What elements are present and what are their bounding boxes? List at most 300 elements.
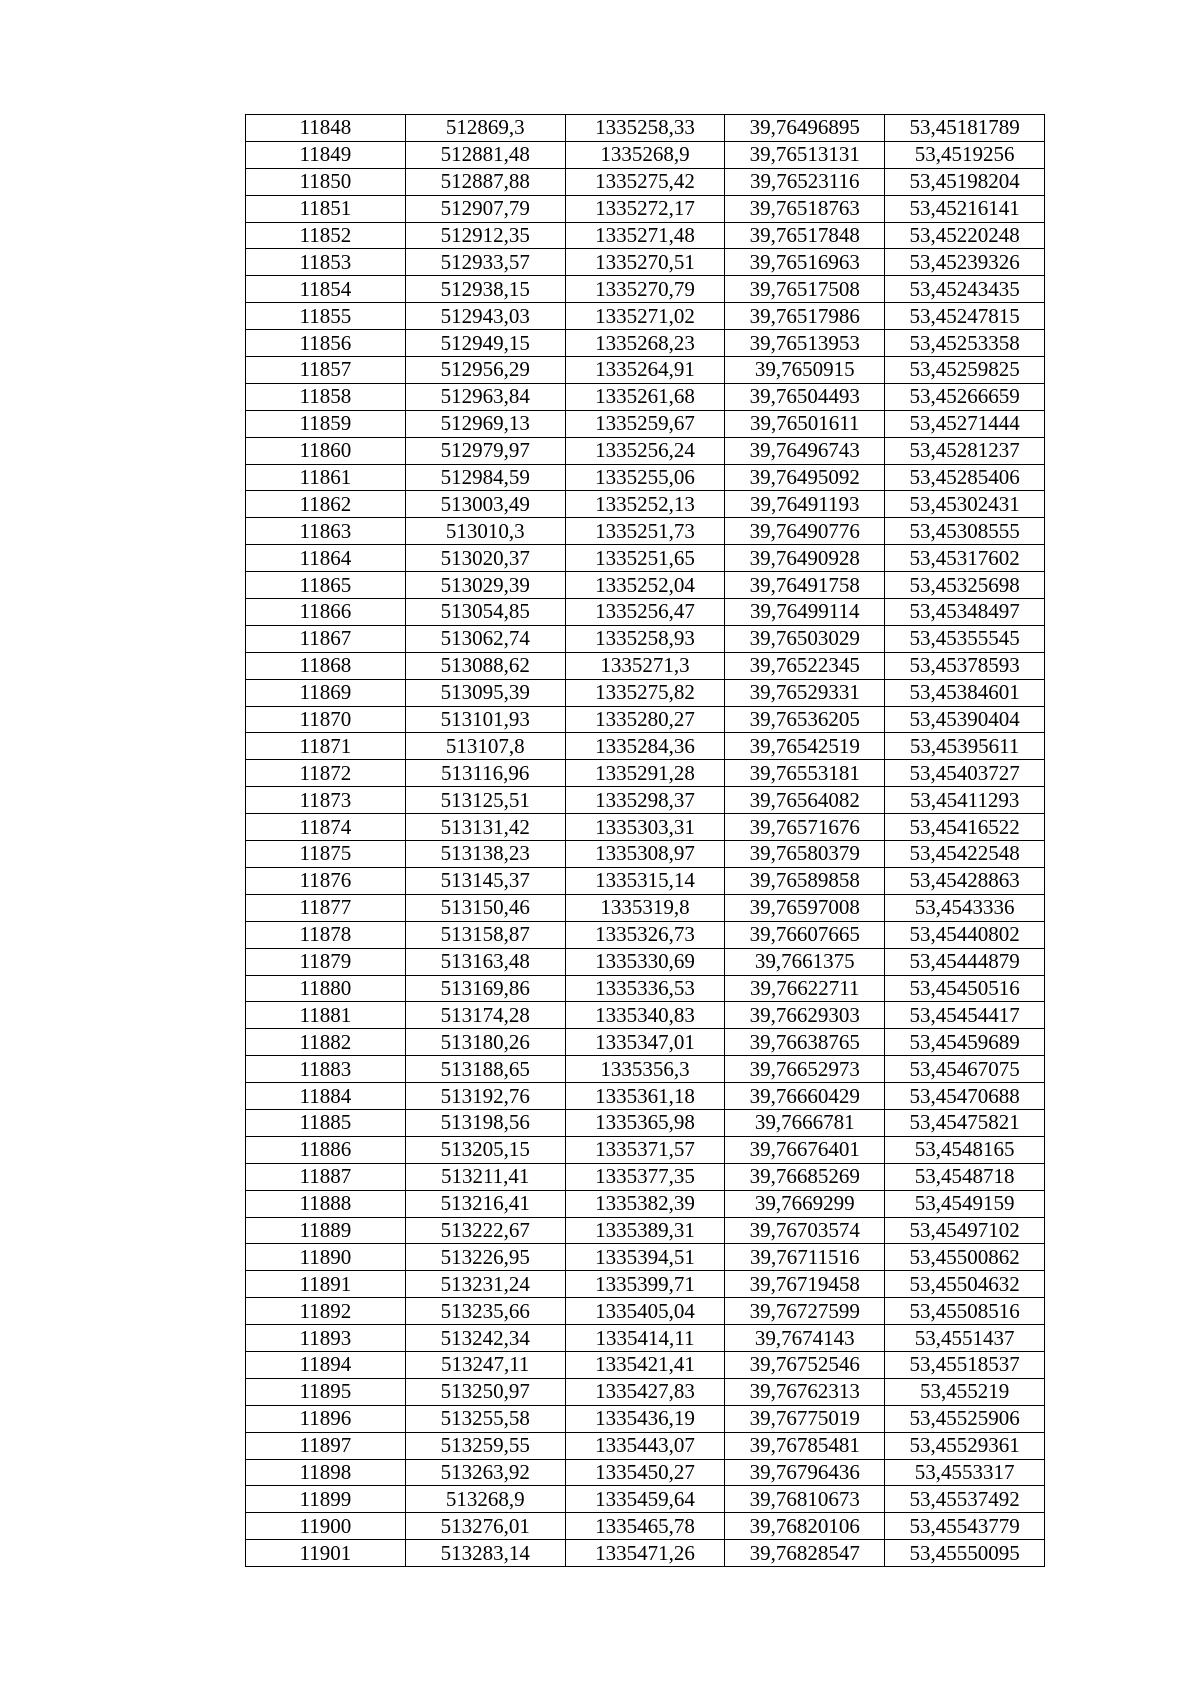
table-row [246, 1190, 1045, 1217]
longitude-cell: 39,76564082 [725, 787, 885, 814]
longitude-cell: 39,76571676 [725, 814, 885, 841]
x-coordinate-cell: 513116,96 [405, 760, 565, 787]
x-coordinate-cell: 513268,9 [405, 1486, 565, 1513]
y-coordinate-cell: 1335255,06 [565, 464, 725, 491]
point-number-cell: 11858 [246, 383, 406, 410]
table-row [246, 1325, 1045, 1352]
table-row [246, 437, 1045, 464]
y-coordinate-cell: 1335421,41 [565, 1351, 725, 1378]
x-coordinate-cell: 513169,86 [405, 975, 565, 1002]
latitude-cell: 53,45467075 [885, 1056, 1045, 1083]
longitude-cell: 39,7661375 [725, 948, 885, 975]
table-row [246, 276, 1045, 303]
longitude-cell: 39,76660429 [725, 1083, 885, 1110]
y-coordinate-cell: 1335261,68 [565, 383, 725, 410]
x-coordinate-cell: 513259,55 [405, 1432, 565, 1459]
y-coordinate-cell: 1335340,83 [565, 1002, 725, 1029]
longitude-cell: 39,76820106 [725, 1513, 885, 1540]
latitude-cell: 53,45529361 [885, 1432, 1045, 1459]
point-number-cell: 11883 [246, 1056, 406, 1083]
point-number-cell: 11853 [246, 249, 406, 276]
latitude-cell: 53,45281237 [885, 437, 1045, 464]
y-coordinate-cell: 1335319,8 [565, 894, 725, 921]
longitude-cell: 39,76553181 [725, 760, 885, 787]
y-coordinate-cell: 1335443,07 [565, 1432, 725, 1459]
table-row [246, 1298, 1045, 1325]
x-coordinate-cell: 512963,84 [405, 383, 565, 410]
point-number-cell: 11864 [246, 545, 406, 572]
y-coordinate-cell: 1335471,26 [565, 1540, 725, 1567]
longitude-cell: 39,76517986 [725, 303, 885, 330]
point-number-cell: 11875 [246, 841, 406, 868]
x-coordinate-cell: 513180,26 [405, 1029, 565, 1056]
latitude-cell: 53,45537492 [885, 1486, 1045, 1513]
longitude-cell: 39,76518763 [725, 195, 885, 222]
latitude-cell: 53,45243435 [885, 276, 1045, 303]
point-number-cell: 11852 [246, 222, 406, 249]
point-number-cell: 11882 [246, 1029, 406, 1056]
y-coordinate-cell: 1335280,27 [565, 706, 725, 733]
latitude-cell: 53,45325698 [885, 572, 1045, 599]
longitude-cell: 39,76711516 [725, 1244, 885, 1271]
table-row [246, 545, 1045, 572]
table-row [246, 1244, 1045, 1271]
table-row [246, 141, 1045, 168]
point-number-cell: 11851 [246, 195, 406, 222]
longitude-cell: 39,76638765 [725, 1029, 885, 1056]
longitude-cell: 39,76536205 [725, 706, 885, 733]
y-coordinate-cell: 1335275,42 [565, 168, 725, 195]
longitude-cell: 39,76513131 [725, 141, 885, 168]
y-coordinate-cell: 1335361,18 [565, 1083, 725, 1110]
longitude-cell: 39,7674143 [725, 1325, 885, 1352]
table-row [246, 1029, 1045, 1056]
latitude-cell: 53,45508516 [885, 1298, 1045, 1325]
table-row [246, 599, 1045, 626]
x-coordinate-cell: 513095,39 [405, 679, 565, 706]
longitude-cell: 39,76703574 [725, 1217, 885, 1244]
x-coordinate-cell: 513145,37 [405, 867, 565, 894]
table-row [246, 1136, 1045, 1163]
latitude-cell: 53,45247815 [885, 303, 1045, 330]
point-number-cell: 11886 [246, 1136, 406, 1163]
table-row [246, 572, 1045, 599]
latitude-cell: 53,4551437 [885, 1325, 1045, 1352]
longitude-cell: 39,76499114 [725, 599, 885, 626]
point-number-cell: 11872 [246, 760, 406, 787]
y-coordinate-cell: 1335271,3 [565, 652, 725, 679]
table-row [246, 652, 1045, 679]
table-row [246, 1486, 1045, 1513]
x-coordinate-cell: 513198,56 [405, 1109, 565, 1136]
latitude-cell: 53,45181789 [885, 115, 1045, 142]
latitude-cell: 53,45302431 [885, 491, 1045, 518]
latitude-cell: 53,45444879 [885, 948, 1045, 975]
point-number-cell: 11881 [246, 1002, 406, 1029]
latitude-cell: 53,455219 [885, 1378, 1045, 1405]
x-coordinate-cell: 513222,67 [405, 1217, 565, 1244]
point-number-cell: 11896 [246, 1405, 406, 1432]
point-number-cell: 11901 [246, 1540, 406, 1567]
latitude-cell: 53,45497102 [885, 1217, 1045, 1244]
x-coordinate-cell: 512969,13 [405, 410, 565, 437]
table-row [246, 867, 1045, 894]
longitude-cell: 39,7666781 [725, 1109, 885, 1136]
y-coordinate-cell: 1335291,28 [565, 760, 725, 787]
table-row [246, 1513, 1045, 1540]
y-coordinate-cell: 1335256,47 [565, 599, 725, 626]
y-coordinate-cell: 1335298,37 [565, 787, 725, 814]
table-row [246, 195, 1045, 222]
longitude-cell: 39,76517848 [725, 222, 885, 249]
y-coordinate-cell: 1335251,73 [565, 518, 725, 545]
y-coordinate-cell: 1335259,67 [565, 410, 725, 437]
y-coordinate-cell: 1335272,17 [565, 195, 725, 222]
y-coordinate-cell: 1335394,51 [565, 1244, 725, 1271]
y-coordinate-cell: 1335251,65 [565, 545, 725, 572]
longitude-cell: 39,76491193 [725, 491, 885, 518]
y-coordinate-cell: 1335264,91 [565, 357, 725, 384]
point-number-cell: 11862 [246, 491, 406, 518]
y-coordinate-cell: 1335414,11 [565, 1325, 725, 1352]
longitude-cell: 39,76607665 [725, 921, 885, 948]
table-row [246, 491, 1045, 518]
point-number-cell: 11848 [246, 115, 406, 142]
latitude-cell: 53,45390404 [885, 706, 1045, 733]
longitude-cell: 39,7650915 [725, 357, 885, 384]
y-coordinate-cell: 1335389,31 [565, 1217, 725, 1244]
y-coordinate-cell: 1335270,51 [565, 249, 725, 276]
x-coordinate-cell: 513242,34 [405, 1325, 565, 1352]
table-row [246, 921, 1045, 948]
x-coordinate-cell: 513158,87 [405, 921, 565, 948]
point-number-cell: 11865 [246, 572, 406, 599]
table-row [246, 518, 1045, 545]
x-coordinate-cell: 512887,88 [405, 168, 565, 195]
x-coordinate-cell: 513131,42 [405, 814, 565, 841]
x-coordinate-cell: 513101,93 [405, 706, 565, 733]
point-number-cell: 11887 [246, 1163, 406, 1190]
latitude-cell: 53,45355545 [885, 625, 1045, 652]
point-number-cell: 11870 [246, 706, 406, 733]
longitude-cell: 39,76589858 [725, 867, 885, 894]
longitude-cell: 39,76501611 [725, 410, 885, 437]
y-coordinate-cell: 1335258,93 [565, 625, 725, 652]
x-coordinate-cell: 513192,76 [405, 1083, 565, 1110]
latitude-cell: 53,45220248 [885, 222, 1045, 249]
latitude-cell: 53,45550095 [885, 1540, 1045, 1567]
latitude-cell: 53,4548718 [885, 1163, 1045, 1190]
longitude-cell: 39,76752546 [725, 1351, 885, 1378]
latitude-cell: 53,45266659 [885, 383, 1045, 410]
table-row [246, 1459, 1045, 1486]
point-number-cell: 11895 [246, 1378, 406, 1405]
table-row [246, 948, 1045, 975]
table-row [246, 1378, 1045, 1405]
point-number-cell: 11854 [246, 276, 406, 303]
longitude-cell: 39,76523116 [725, 168, 885, 195]
y-coordinate-cell: 1335270,79 [565, 276, 725, 303]
y-coordinate-cell: 1335347,01 [565, 1029, 725, 1056]
y-coordinate-cell: 1335252,13 [565, 491, 725, 518]
latitude-cell: 53,45459689 [885, 1029, 1045, 1056]
latitude-cell: 53,4548165 [885, 1136, 1045, 1163]
y-coordinate-cell: 1335326,73 [565, 921, 725, 948]
point-number-cell: 11889 [246, 1217, 406, 1244]
x-coordinate-cell: 513250,97 [405, 1378, 565, 1405]
table-row [246, 222, 1045, 249]
y-coordinate-cell: 1335377,35 [565, 1163, 725, 1190]
point-number-cell: 11891 [246, 1271, 406, 1298]
table-row [246, 115, 1045, 142]
y-coordinate-cell: 1335252,04 [565, 572, 725, 599]
latitude-cell: 53,45500862 [885, 1244, 1045, 1271]
latitude-cell: 53,4553317 [885, 1459, 1045, 1486]
point-number-cell: 11857 [246, 357, 406, 384]
coordinate-table-body [246, 115, 1045, 1567]
point-number-cell: 11874 [246, 814, 406, 841]
latitude-cell: 53,45384601 [885, 679, 1045, 706]
point-number-cell: 11859 [246, 410, 406, 437]
x-coordinate-cell: 512869,3 [405, 115, 565, 142]
x-coordinate-cell: 512949,15 [405, 330, 565, 357]
y-coordinate-cell: 1335356,3 [565, 1056, 725, 1083]
latitude-cell: 53,45198204 [885, 168, 1045, 195]
table-row [246, 841, 1045, 868]
y-coordinate-cell: 1335465,78 [565, 1513, 725, 1540]
latitude-cell: 53,45271444 [885, 410, 1045, 437]
table-row [246, 357, 1045, 384]
point-number-cell: 11866 [246, 599, 406, 626]
x-coordinate-cell: 513020,37 [405, 545, 565, 572]
x-coordinate-cell: 513003,49 [405, 491, 565, 518]
longitude-cell: 39,76652973 [725, 1056, 885, 1083]
x-coordinate-cell: 513235,66 [405, 1298, 565, 1325]
longitude-cell: 39,7669299 [725, 1190, 885, 1217]
x-coordinate-cell: 512943,03 [405, 303, 565, 330]
longitude-cell: 39,76513953 [725, 330, 885, 357]
longitude-cell: 39,76676401 [725, 1136, 885, 1163]
longitude-cell: 39,76516963 [725, 249, 885, 276]
point-number-cell: 11855 [246, 303, 406, 330]
point-number-cell: 11888 [246, 1190, 406, 1217]
longitude-cell: 39,76542519 [725, 733, 885, 760]
x-coordinate-cell: 513263,92 [405, 1459, 565, 1486]
latitude-cell: 53,45259825 [885, 357, 1045, 384]
longitude-cell: 39,76490776 [725, 518, 885, 545]
table-row [246, 303, 1045, 330]
latitude-cell: 53,45422548 [885, 841, 1045, 868]
longitude-cell: 39,76785481 [725, 1432, 885, 1459]
point-number-cell: 11873 [246, 787, 406, 814]
table-row [246, 1163, 1045, 1190]
x-coordinate-cell: 513174,28 [405, 1002, 565, 1029]
longitude-cell: 39,76762313 [725, 1378, 885, 1405]
longitude-cell: 39,76504493 [725, 383, 885, 410]
x-coordinate-cell: 513205,15 [405, 1136, 565, 1163]
latitude-cell: 53,45285406 [885, 464, 1045, 491]
y-coordinate-cell: 1335427,83 [565, 1378, 725, 1405]
y-coordinate-cell: 1335405,04 [565, 1298, 725, 1325]
table-row [246, 249, 1045, 276]
y-coordinate-cell: 1335271,02 [565, 303, 725, 330]
y-coordinate-cell: 1335308,97 [565, 841, 725, 868]
longitude-cell: 39,76685269 [725, 1163, 885, 1190]
table-row [246, 330, 1045, 357]
table-row [246, 410, 1045, 437]
x-coordinate-cell: 513062,74 [405, 625, 565, 652]
y-coordinate-cell: 1335336,53 [565, 975, 725, 1002]
x-coordinate-cell: 513125,51 [405, 787, 565, 814]
longitude-cell: 39,76828547 [725, 1540, 885, 1567]
x-coordinate-cell: 512938,15 [405, 276, 565, 303]
x-coordinate-cell: 513010,3 [405, 518, 565, 545]
point-number-cell: 11892 [246, 1298, 406, 1325]
x-coordinate-cell: 513226,95 [405, 1244, 565, 1271]
table-row [246, 1271, 1045, 1298]
y-coordinate-cell: 1335271,48 [565, 222, 725, 249]
x-coordinate-cell: 513088,62 [405, 652, 565, 679]
point-number-cell: 11869 [246, 679, 406, 706]
longitude-cell: 39,76597008 [725, 894, 885, 921]
latitude-cell: 53,45378593 [885, 652, 1045, 679]
longitude-cell: 39,76775019 [725, 1405, 885, 1432]
x-coordinate-cell: 513107,8 [405, 733, 565, 760]
x-coordinate-cell: 513150,46 [405, 894, 565, 921]
latitude-cell: 53,45543779 [885, 1513, 1045, 1540]
table-row [246, 706, 1045, 733]
table-row [246, 625, 1045, 652]
table-row [246, 1002, 1045, 1029]
y-coordinate-cell: 1335371,57 [565, 1136, 725, 1163]
table-row [246, 733, 1045, 760]
point-number-cell: 11890 [246, 1244, 406, 1271]
table-row [246, 814, 1045, 841]
x-coordinate-cell: 513276,01 [405, 1513, 565, 1540]
latitude-cell: 53,45470688 [885, 1083, 1045, 1110]
point-number-cell: 11894 [246, 1351, 406, 1378]
table-row [246, 168, 1045, 195]
y-coordinate-cell: 1335268,23 [565, 330, 725, 357]
longitude-cell: 39,76580379 [725, 841, 885, 868]
point-number-cell: 11898 [246, 1459, 406, 1486]
x-coordinate-cell: 513216,41 [405, 1190, 565, 1217]
x-coordinate-cell: 512933,57 [405, 249, 565, 276]
point-number-cell: 11880 [246, 975, 406, 1002]
x-coordinate-cell: 512979,97 [405, 437, 565, 464]
point-number-cell: 11860 [246, 437, 406, 464]
point-number-cell: 11879 [246, 948, 406, 975]
longitude-cell: 39,76522345 [725, 652, 885, 679]
latitude-cell: 53,45416522 [885, 814, 1045, 841]
table-row [246, 1083, 1045, 1110]
y-coordinate-cell: 1335284,36 [565, 733, 725, 760]
x-coordinate-cell: 512984,59 [405, 464, 565, 491]
x-coordinate-cell: 513231,24 [405, 1271, 565, 1298]
x-coordinate-cell: 512956,29 [405, 357, 565, 384]
longitude-cell: 39,76796436 [725, 1459, 885, 1486]
latitude-cell: 53,45395611 [885, 733, 1045, 760]
point-number-cell: 11856 [246, 330, 406, 357]
longitude-cell: 39,76490928 [725, 545, 885, 572]
latitude-cell: 53,45317602 [885, 545, 1045, 572]
longitude-cell: 39,76503029 [725, 625, 885, 652]
latitude-cell: 53,4543336 [885, 894, 1045, 921]
latitude-cell: 53,45428863 [885, 867, 1045, 894]
longitude-cell: 39,76622711 [725, 975, 885, 1002]
latitude-cell: 53,45518537 [885, 1351, 1045, 1378]
table-row [246, 1432, 1045, 1459]
point-number-cell: 11863 [246, 518, 406, 545]
longitude-cell: 39,76727599 [725, 1298, 885, 1325]
x-coordinate-cell: 513255,58 [405, 1405, 565, 1432]
point-number-cell: 11897 [246, 1432, 406, 1459]
x-coordinate-cell: 513029,39 [405, 572, 565, 599]
longitude-cell: 39,76496895 [725, 115, 885, 142]
point-number-cell: 11867 [246, 625, 406, 652]
longitude-cell: 39,76810673 [725, 1486, 885, 1513]
y-coordinate-cell: 1335382,39 [565, 1190, 725, 1217]
point-number-cell: 11884 [246, 1083, 406, 1110]
longitude-cell: 39,76517508 [725, 276, 885, 303]
longitude-cell: 39,76529331 [725, 679, 885, 706]
x-coordinate-cell: 513211,41 [405, 1163, 565, 1190]
latitude-cell: 53,4519256 [885, 141, 1045, 168]
point-number-cell: 11877 [246, 894, 406, 921]
point-number-cell: 11878 [246, 921, 406, 948]
y-coordinate-cell: 1335436,19 [565, 1405, 725, 1432]
longitude-cell: 39,76496743 [725, 437, 885, 464]
y-coordinate-cell: 1335256,24 [565, 437, 725, 464]
longitude-cell: 39,76495092 [725, 464, 885, 491]
x-coordinate-cell: 513283,14 [405, 1540, 565, 1567]
latitude-cell: 53,45504632 [885, 1271, 1045, 1298]
latitude-cell: 53,45411293 [885, 787, 1045, 814]
latitude-cell: 53,45450516 [885, 975, 1045, 1002]
x-coordinate-cell: 513247,11 [405, 1351, 565, 1378]
x-coordinate-cell: 513054,85 [405, 599, 565, 626]
y-coordinate-cell: 1335365,98 [565, 1109, 725, 1136]
table-row [246, 1540, 1045, 1567]
table-row [246, 894, 1045, 921]
table-row [246, 383, 1045, 410]
y-coordinate-cell: 1335450,27 [565, 1459, 725, 1486]
y-coordinate-cell: 1335268,9 [565, 141, 725, 168]
longitude-cell: 39,76491758 [725, 572, 885, 599]
point-number-cell: 11899 [246, 1486, 406, 1513]
table-row [246, 760, 1045, 787]
table-row [246, 1056, 1045, 1083]
x-coordinate-cell: 513188,65 [405, 1056, 565, 1083]
y-coordinate-cell: 1335258,33 [565, 115, 725, 142]
y-coordinate-cell: 1335399,71 [565, 1271, 725, 1298]
longitude-cell: 39,76629303 [725, 1002, 885, 1029]
latitude-cell: 53,45239326 [885, 249, 1045, 276]
point-number-cell: 11876 [246, 867, 406, 894]
table-row [246, 1405, 1045, 1432]
latitude-cell: 53,45440802 [885, 921, 1045, 948]
point-number-cell: 11868 [246, 652, 406, 679]
x-coordinate-cell: 513163,48 [405, 948, 565, 975]
y-coordinate-cell: 1335459,64 [565, 1486, 725, 1513]
y-coordinate-cell: 1335303,31 [565, 814, 725, 841]
point-number-cell: 11893 [246, 1325, 406, 1352]
table-row [246, 679, 1045, 706]
table-row [246, 787, 1045, 814]
point-number-cell: 11861 [246, 464, 406, 491]
table-row [246, 1109, 1045, 1136]
latitude-cell: 53,4549159 [885, 1190, 1045, 1217]
